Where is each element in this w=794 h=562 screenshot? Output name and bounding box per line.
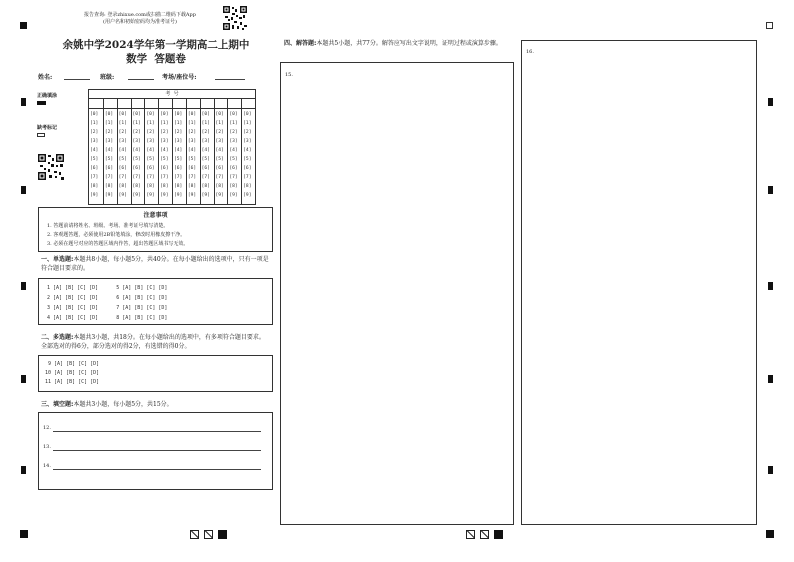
exam-id-bubble[interactable]: [0]: [201, 112, 210, 117]
exam-id-bubble[interactable]: [7]: [201, 175, 210, 180]
page-marker-filled: [494, 530, 503, 539]
section3-heading: [41, 401, 269, 410]
exam-id-header: 考 号: [89, 90, 255, 99]
exam-id-bubble[interactable]: [6]: [187, 166, 197, 171]
class-label: 班级:: [100, 74, 115, 81]
exam-id-bubble[interactable]: [5]: [201, 157, 210, 162]
exam-id-bubble[interactable]: [0]: [118, 112, 127, 117]
name-field[interactable]: [64, 79, 90, 80]
exam-id-bubble[interactable]: [6]: [146, 166, 155, 171]
exam-id-bubble[interactable]: [7]: [118, 175, 127, 180]
exam-id-bubble[interactable]: [2]: [104, 130, 114, 135]
exam-id-bubble[interactable]: [7]: [146, 175, 155, 180]
exam-id-bubble[interactable]: [8]: [104, 184, 114, 189]
exam-id-bubble[interactable]: [0]: [160, 112, 169, 117]
exam-id-column: [200, 98, 214, 204]
exam-id-bubble[interactable]: [5]: [90, 157, 99, 162]
exam-id-bubble[interactable]: [1]: [90, 121, 99, 126]
exam-id-bubble[interactable]: [6]: [243, 166, 252, 171]
exam-id-bubble[interactable]: [1]: [146, 121, 155, 126]
multi-choice-box: [38, 355, 273, 392]
correct-fill-label: 正确填涂: [37, 93, 58, 99]
exam-id-bubble[interactable]: [0]: [90, 112, 99, 117]
exam-id-column: [241, 98, 255, 204]
exam-id-column: [227, 98, 241, 204]
timing-mark: [768, 282, 773, 290]
exam-id-column: [214, 98, 228, 204]
exam-id-bubble[interactable]: [0]: [215, 112, 224, 117]
section1-title: 一、单选题:: [41, 256, 74, 263]
timing-mark: [21, 186, 26, 194]
exam-id-bubble[interactable]: [5]: [104, 157, 114, 162]
name-label: 姓名:: [38, 74, 53, 81]
exam-id-column: [103, 98, 117, 204]
page-marker-crossed: [480, 530, 489, 539]
exam-id-bubble[interactable]: [9]: [160, 193, 169, 198]
exam-id-column: [89, 98, 103, 204]
exam-id-bubble[interactable]: [8]: [243, 184, 252, 189]
choice-row[interactable]: 3 [A] [B] [C] [D] 7 [A] [B] [C] [D]: [47, 305, 168, 311]
exam-id-bubble[interactable]: [3]: [215, 139, 224, 144]
exam-id-bubble[interactable]: [4]: [201, 148, 210, 153]
exam-id-bubble[interactable]: [2]: [229, 130, 238, 135]
exam-id-bubble[interactable]: [1]: [229, 121, 238, 126]
exam-id-bubble[interactable]: [6]: [104, 166, 114, 171]
exam-id-bubble[interactable]: [4]: [187, 148, 197, 153]
exam-id-bubble[interactable]: [6]: [132, 166, 141, 171]
exam-id-bubble[interactable]: [3]: [104, 139, 114, 144]
exam-id-bubble[interactable]: [3]: [243, 139, 252, 144]
exam-id-bubble[interactable]: [4]: [118, 148, 127, 153]
exam-id-bubble[interactable]: [8]: [187, 184, 197, 189]
exam-id-bubble[interactable]: [1]: [118, 121, 127, 126]
section4-desc: 本题共5小题，共77分。解答应写出文字说明，证明过程或演算步骤。: [316, 40, 502, 47]
timing-mark: [20, 530, 28, 538]
exam-id-bubble[interactable]: [2]: [146, 130, 155, 135]
notes-title: 注意事项: [143, 212, 168, 219]
exam-id-bubble[interactable]: [9]: [90, 193, 99, 198]
exam-id-bubble[interactable]: [5]: [187, 157, 197, 162]
exam-id-bubble[interactable]: [1]: [104, 121, 114, 126]
exam-id-bubble[interactable]: [8]: [160, 184, 169, 189]
exam-id-column: [186, 98, 200, 204]
exam-id-bubble[interactable]: [2]: [132, 130, 141, 135]
exam-id-bubble[interactable]: [2]: [90, 130, 99, 135]
exam-id-bubble[interactable]: [1]: [187, 121, 197, 126]
timing-mark: [768, 466, 773, 474]
exam-id-bubble[interactable]: [6]: [201, 166, 210, 171]
choice-row[interactable]: 1 [A] [B] [C] [D] 5 [A] [B] [C] [D]: [47, 285, 168, 291]
exam-id-bubble[interactable]: [3]: [229, 139, 238, 144]
exam-id-bubble[interactable]: [7]: [104, 175, 114, 180]
exam-id-bubble[interactable]: [3]: [187, 139, 197, 144]
choice-row[interactable]: 11 [A] [B] [C] [D]: [45, 379, 100, 385]
exam-id-bubble[interactable]: [8]: [132, 184, 141, 189]
note-item: 2. 客观题答题，必须使用2B铅笔填涂，修改时用橡皮擦干净。: [47, 232, 186, 238]
exam-id-bubble[interactable]: [9]: [187, 193, 197, 198]
exam-id-bubble[interactable]: [8]: [146, 184, 155, 189]
exam-id-bubble[interactable]: [8]: [90, 184, 99, 189]
exam-id-bubble[interactable]: [8]: [118, 184, 127, 189]
exam-id-bubble[interactable]: [7]: [90, 175, 99, 180]
section1-heading: [41, 256, 269, 273]
question-number: 14.: [43, 463, 51, 469]
absent-mark-box[interactable]: [37, 133, 45, 137]
exam-id-column: [131, 98, 145, 204]
exam-id-bubble[interactable]: [2]: [243, 130, 252, 135]
exam-id-bubble[interactable]: [9]: [104, 193, 114, 198]
absent-mark-label: 缺考标记: [37, 125, 58, 131]
exam-id-bubble[interactable]: [2]: [187, 130, 197, 135]
answer-line-12[interactable]: [53, 431, 261, 432]
section2-desc: 本题共3小题，共18分。在每小题给出的选项中，有多项符合题目要求。全部选对的得6分，部分选对的得2分，有选错的得0分。: [41, 334, 265, 350]
exam-id-bubble[interactable]: [0]: [187, 112, 197, 117]
timing-mark: [21, 375, 26, 383]
exam-id-bubble[interactable]: [5]: [229, 157, 238, 162]
timing-mark: [768, 98, 773, 106]
room-seat-label: 考场/座位号:: [162, 74, 197, 81]
exam-title: 余姚中学2024学年第一学期高二上期中: [62, 39, 250, 51]
exam-id-bubble[interactable]: [7]: [132, 175, 141, 180]
exam-id-bubble[interactable]: [8]: [174, 184, 183, 189]
exam-id-bubble[interactable]: [6]: [90, 166, 99, 171]
corner-mark: [766, 22, 773, 29]
report-notice-line1: 报告查询: 登录zhixue.com或扫描二维码下载App: [84, 12, 196, 18]
exam-id-bubble[interactable]: [4]: [90, 148, 99, 153]
info-row: [38, 72, 278, 82]
page-marker-crossed: [190, 530, 199, 539]
choice-row[interactable]: 10 [A] [B] [C] [D]: [45, 370, 100, 376]
question-number: 16.: [526, 49, 534, 55]
exam-id-bubble[interactable]: [6]: [160, 166, 169, 171]
exam-id-bubble[interactable]: [9]: [146, 193, 155, 198]
exam-id-column: [117, 98, 131, 204]
exam-id-bubble[interactable]: [6]: [118, 166, 127, 171]
section3-title: 三、填空题:: [41, 401, 74, 408]
exam-id-bubble[interactable]: [5]: [243, 157, 252, 162]
exam-id-bubble[interactable]: [1]: [132, 121, 141, 126]
exam-id-bubble[interactable]: [9]: [132, 193, 141, 198]
exam-id-bubble[interactable]: [4]: [104, 148, 114, 153]
timing-mark: [21, 466, 26, 474]
timing-mark: [21, 282, 26, 290]
answer-line-13[interactable]: [53, 450, 261, 451]
exam-id-bubble[interactable]: [3]: [90, 139, 99, 144]
exam-id-column: [158, 98, 172, 204]
exam-id-bubble[interactable]: [3]: [146, 139, 155, 144]
section3-desc: 本题共3小题，每小题5分，共15分。: [73, 401, 173, 408]
class-field[interactable]: [128, 79, 154, 80]
question-number: 15.: [285, 72, 293, 78]
exam-id-bubble[interactable]: [3]: [132, 139, 141, 144]
fill-blank-box: [38, 412, 273, 490]
exam-id-bubble[interactable]: [5]: [132, 157, 141, 162]
choice-row[interactable]: 2 [A] [B] [C] [D] 6 [A] [B] [C] [D]: [47, 295, 168, 301]
exam-id-bubble[interactable]: [7]: [243, 175, 252, 180]
question-number: 12.: [43, 425, 51, 431]
exam-id-bubble[interactable]: [8]: [201, 184, 210, 189]
page-marker-crossed: [204, 530, 213, 539]
exam-id-column: [172, 98, 186, 204]
exam-id-bubble[interactable]: [5]: [146, 157, 155, 162]
answer-box-15[interactable]: [280, 62, 514, 525]
exam-id-bubble[interactable]: [2]: [201, 130, 210, 135]
exam-id-bubble[interactable]: [0]: [174, 112, 183, 117]
answer-box-16[interactable]: [521, 40, 757, 525]
exam-id-bubble[interactable]: [7]: [160, 175, 169, 180]
section4-title: 四、解答题:: [284, 40, 317, 47]
choice-row[interactable]: 4 [A] [B] [C] [D] 8 [A] [B] [C] [D]: [47, 315, 168, 321]
exam-id-bubble[interactable]: [9]: [243, 193, 252, 198]
exam-id-bubble[interactable]: [1]: [215, 121, 224, 126]
exam-id-bubble[interactable]: [5]: [118, 157, 127, 162]
section1-desc: 本题共8小题，每小题5分，共40分。在每小题给出的选项中，只有一项是符合题目要求的。: [41, 256, 269, 272]
note-item: 1. 答题前请将姓名、班级、考场、准考证号填写清楚。: [47, 223, 169, 229]
exam-id-bubble[interactable]: [9]: [201, 193, 210, 198]
exam-id-bubble[interactable]: [3]: [160, 139, 169, 144]
exam-id-bubble[interactable]: [3]: [118, 139, 127, 144]
choice-row[interactable]: 9 [A] [B] [C] [D]: [45, 361, 100, 367]
timing-mark: [768, 186, 773, 194]
exam-id-bubble[interactable]: [7]: [215, 175, 224, 180]
exam-id-bubble[interactable]: [2]: [174, 130, 183, 135]
exam-id-bubble[interactable]: [4]: [243, 148, 252, 153]
timing-mark: [20, 22, 27, 29]
exam-id-bubble[interactable]: [1]: [201, 121, 210, 126]
exam-id-bubble[interactable]: [0]: [132, 112, 141, 117]
single-choice-box: [38, 278, 273, 325]
exam-id-columns: [89, 98, 255, 204]
exam-id-bubble[interactable]: [6]: [215, 166, 224, 171]
question-number: 13.: [43, 444, 51, 450]
exam-id-bubble[interactable]: [6]: [174, 166, 183, 171]
note-item: 3. 必须在题号对应的答题区域内作答，超出答题区域书写无效。: [47, 241, 189, 247]
notes-box: [38, 207, 273, 252]
exam-id-bubble[interactable]: [9]: [174, 193, 183, 198]
exam-id-bubble[interactable]: [9]: [118, 193, 127, 198]
exam-id-bubble[interactable]: [1]: [160, 121, 169, 126]
exam-id-bubble[interactable]: [1]: [174, 121, 183, 126]
page-marker-crossed: [466, 530, 475, 539]
exam-id-bubble[interactable]: [2]: [118, 130, 127, 135]
exam-id-bubble[interactable]: [7]: [174, 175, 183, 180]
exam-id-bubble[interactable]: [4]: [229, 148, 238, 153]
report-notice: [60, 12, 220, 26]
exam-id-bubble[interactable]: [0]: [229, 112, 238, 117]
exam-id-bubble[interactable]: [0]: [146, 112, 155, 117]
exam-id-bubble[interactable]: [6]: [229, 166, 238, 171]
exam-subtitle: 数学 答题卷: [126, 53, 186, 65]
exam-id-bubble[interactable]: [5]: [174, 157, 183, 162]
timing-mark: [766, 530, 774, 538]
exam-id-bubble[interactable]: [4]: [146, 148, 155, 153]
exam-id-bubble[interactable]: [0]: [243, 112, 252, 117]
exam-id-bubble[interactable]: [4]: [132, 148, 141, 153]
exam-id-bubble[interactable]: [0]: [104, 112, 114, 117]
exam-id-bubble[interactable]: [5]: [215, 157, 224, 162]
exam-id-bubble[interactable]: [7]: [229, 175, 238, 180]
exam-id-bubble[interactable]: [5]: [160, 157, 169, 162]
timing-mark: [768, 375, 773, 383]
exam-id-bubble[interactable]: [9]: [229, 193, 238, 198]
exam-id-bubble[interactable]: [1]: [243, 121, 252, 126]
exam-id-bubble[interactable]: [3]: [174, 139, 183, 144]
answer-line-14[interactable]: [53, 469, 261, 470]
exam-id-bubble[interactable]: [8]: [229, 184, 238, 189]
section2-heading: [41, 334, 269, 351]
exam-id-column: [144, 98, 158, 204]
student-qr-code-icon: [37, 153, 65, 181]
exam-id-bubble[interactable]: [2]: [215, 130, 224, 135]
report-notice-line2: (用户名和初始密码均为准考证号): [103, 19, 177, 25]
exam-id-bubble[interactable]: [9]: [215, 193, 224, 198]
exam-id-grid: [88, 89, 256, 205]
exam-id-bubble[interactable]: [7]: [187, 175, 197, 180]
exam-id-bubble[interactable]: [4]: [215, 148, 224, 153]
timing-mark: [21, 98, 26, 106]
exam-id-bubble[interactable]: [4]: [174, 148, 183, 153]
exam-id-bubble[interactable]: [8]: [215, 184, 224, 189]
qr-code-icon: [222, 5, 248, 31]
room-seat-field[interactable]: [215, 79, 245, 80]
exam-id-bubble[interactable]: [3]: [201, 139, 210, 144]
page-marker-filled: [218, 530, 227, 539]
section2-title: 二、多选题:: [41, 334, 74, 341]
exam-id-bubble[interactable]: [2]: [160, 130, 169, 135]
exam-id-bubble[interactable]: [4]: [160, 148, 169, 153]
section4-heading: [284, 40, 510, 49]
correct-fill-sample: [37, 101, 46, 105]
